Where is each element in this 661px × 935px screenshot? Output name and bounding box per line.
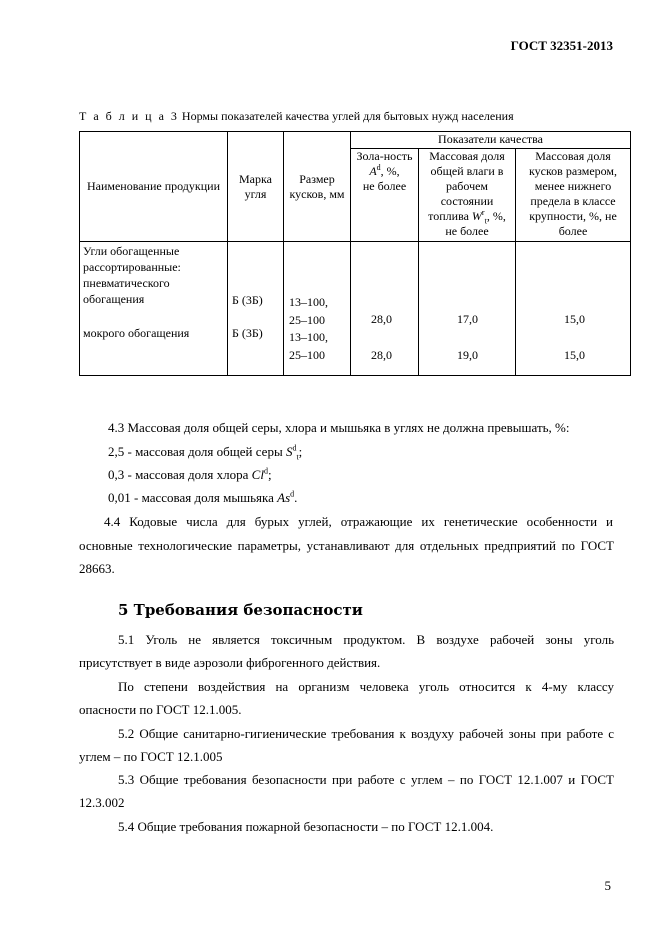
paragraph-4-4-line3: 28663. xyxy=(79,561,115,576)
header-moisture: Массовая доля общей влаги в рабочем состоянии топлива $W^r_t$, %, не более xyxy=(419,149,516,242)
fraction-value: 15,0 xyxy=(564,348,585,362)
mark-value: Б (3Б) xyxy=(232,326,263,340)
moisture-value: 17,0 xyxy=(457,312,478,326)
size-value: 25–100 xyxy=(289,348,325,362)
header-fraction: Массовая доля кусков размером, менее нижнего предела в классе крупности, %, не более xyxy=(516,149,631,242)
name-line: рассортированные: xyxy=(83,260,181,274)
header-product-name: Наименование продукции xyxy=(80,132,228,242)
paragraph-5-1b-line1: По степени воздействия на организм человека уголь относится к 4-му классу xyxy=(118,679,614,694)
paragraph-4-4-line2: основные технологические параметры, устанавливают для отдельных предприятий по ГОСТ xyxy=(79,538,614,553)
header-coal-mark: Марка угля xyxy=(228,132,284,242)
name-line: обогащения xyxy=(83,292,145,306)
paragraph-4-4-line1: 4.4 Кодовые числа для бурых углей, отражающие их генетические особенности и xyxy=(104,514,613,529)
paragraph-5-3-line1: 5.3 Общие требования безопасности при работе с углем – по ГОСТ 12.1.007 и ГОСТ xyxy=(118,772,614,787)
fraction-value: 15,0 xyxy=(564,312,585,326)
ash-value: 28,0 xyxy=(371,348,392,362)
size-value: 25–100 xyxy=(289,313,325,327)
size-value: 13–100, xyxy=(289,330,328,344)
table-caption-text: Нормы показателей качества углей для бытовых нужд населения xyxy=(181,109,514,123)
lump-size-cell xyxy=(284,242,351,376)
arsenic-line: 0,01 - массовая доля мышьяка As$^d$. xyxy=(108,489,298,505)
name-line: пневматического xyxy=(83,276,170,290)
paragraph-5-1-line1: 5.1 Уголь не является токсичным продуктом. В воздухе рабочей зоны уголь xyxy=(118,632,614,647)
paragraph-5-1-line2: присутствует в виде аэрозоли фиброгенного действия. xyxy=(79,655,381,670)
table-caption xyxy=(79,109,514,124)
table-caption-label: Т а б л и ц а 3 xyxy=(79,109,179,123)
page-number: 5 xyxy=(604,878,611,893)
table-row xyxy=(80,242,631,376)
paragraph-5-4: 5.4 Общие требования пожарной безопасности – по ГОСТ 12.1.004. xyxy=(118,819,494,834)
document-code: ГОСТ 32351-2013 xyxy=(510,38,613,53)
paragraph-5-2-line2: углем – по ГОСТ 12.1.005 xyxy=(79,749,223,764)
fraction-cell xyxy=(516,242,631,376)
quality-norms-table xyxy=(79,131,631,376)
mark-value: Б (3Б) xyxy=(232,293,263,307)
moisture-cell xyxy=(419,242,516,376)
product-name-cell xyxy=(80,242,228,376)
chlorine-line: 0,3 - массовая доля хлора Cl$^d$; xyxy=(108,466,272,482)
paragraph-5-1b-line2: опасности по ГОСТ 12.1.005. xyxy=(79,702,242,717)
header-quality-indicators: Показатели качества xyxy=(351,132,631,149)
moisture-value: 19,0 xyxy=(457,348,478,362)
paragraph-5-2-line1: 5.2 Общие санитарно-гигиенические требования к воздуху рабочей зоны при работе с xyxy=(118,726,614,741)
paragraph-4-3: 4.3 Массовая доля общей серы, хлора и мышьяка в углях не должна превышать, %: xyxy=(108,420,570,435)
section-title: 5 Требования безопасности xyxy=(118,601,363,619)
coal-mark-cell xyxy=(228,242,284,376)
size-value: 13–100, xyxy=(289,295,328,309)
ash-cell xyxy=(351,242,419,376)
paragraph-5-3-line2: 12.3.002 xyxy=(79,795,125,810)
name-line: мокрого обогащения xyxy=(83,326,190,340)
header-lump-size: Размер кусков, мм xyxy=(284,132,351,242)
ash-value: 28,0 xyxy=(371,312,392,326)
name-line: Угли обогащенные xyxy=(83,244,180,258)
sulfur-line: 2,5 - массовая доля общей серы $S^d_t$; xyxy=(108,443,303,462)
header-ash: Зола-ность $A^d$, %, не более xyxy=(351,149,419,242)
